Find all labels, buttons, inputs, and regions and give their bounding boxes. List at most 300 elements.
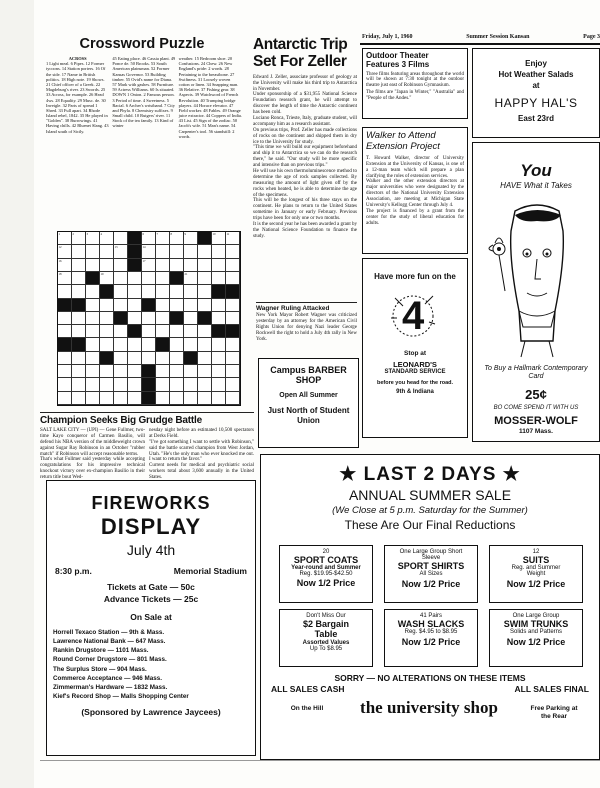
sale-title [261, 463, 599, 486]
crossword-cell[interactable] [198, 325, 212, 338]
crossword-cell[interactable] [184, 365, 198, 378]
crossword-cell[interactable] [58, 365, 72, 378]
crossword-black-cell [72, 338, 86, 351]
crossword-cell[interactable] [58, 378, 72, 391]
sale-subtitle: ANNUAL SUMMER SALE [348, 487, 512, 503]
crossword-cell[interactable] [156, 285, 170, 298]
item-top: 12 [532, 549, 540, 555]
crossword-cell[interactable] [212, 365, 226, 378]
crossword-cell[interactable] [100, 232, 114, 245]
clues-col-2: 45 Eating place. 46 Cassia plant. 49 Ponce de. 50 Brooks. 53 South American plainsman. 52 Former Kansas Governor. 53 Building timber. 55 Ovid's name for Diana. 57 Mark with gashes. 58 Furniture. 59 Actress Williams. 60 Is situated. DOWN 1 Onion. 2 Famous person. 3 Period of time. 4 Sweetness. 5 Racial. 6 Archer's wristband. 7 City and Phyla. 8 Chemistry suffixes. 9 Small child. 10 Rutgers' river. 11 Stock of the tea family. 13 Kind of winter [112, 56, 176, 129]
sale-item-grid [279, 545, 583, 667]
crossword-cell[interactable] [184, 378, 198, 391]
fourth-graphic [366, 288, 464, 344]
crossword-cell[interactable] [142, 285, 156, 298]
crossword-cell[interactable] [226, 232, 240, 245]
crossword-cell[interactable] [184, 325, 198, 338]
sale-item-wash-slacks [384, 609, 478, 667]
boxing-col-2 [149, 428, 254, 481]
crossword-cell[interactable] [100, 312, 114, 325]
crossword-cell[interactable] [184, 272, 198, 285]
crossword-cell[interactable] [100, 245, 114, 258]
crossword-cell[interactable] [86, 365, 100, 378]
crossword-cell[interactable] [156, 352, 170, 365]
crossword-black-cell [58, 338, 72, 351]
across-heading: ACROSS [68, 56, 87, 61]
fireworks-date: July 4th [126, 542, 176, 558]
crossword-cell[interactable] [72, 352, 86, 365]
crossword-cell[interactable] [156, 272, 170, 285]
paragraph: Walker and the other extension directors at major universities who were designated by the directors of the National University Extension Association, are meeting at Michigan State University's Kellogg Center through July 4. [366, 179, 464, 208]
item-name: SWIM TRUNKS [503, 619, 569, 629]
item-desc: Solids and Patterns [509, 629, 563, 635]
crossword-cell[interactable] [72, 232, 86, 245]
sale-item-swim-trunks [489, 609, 583, 667]
crossword-cell[interactable] [114, 378, 128, 391]
crossword-cell[interactable] [114, 232, 128, 245]
crossword-title: Crossword Puzzle [79, 36, 205, 52]
paragraph: That's what Fullmer said yesterday while accepting congratulations for his impressive technical knockout victory over ex-champion Basilio in their return title bout Wed- [40, 457, 145, 481]
paragraph: Edward J. Zeller, associate professor of geology at the University will make his third trip to Antarctica in November. [253, 74, 357, 92]
crossword-cell[interactable] [212, 272, 226, 285]
fourth-number: 4 [402, 293, 425, 338]
clue-number: 7 [156, 232, 158, 236]
crossword-cell[interactable] [58, 392, 72, 405]
crossword-cell[interactable] [170, 259, 184, 272]
crossword-cell[interactable] [198, 272, 212, 285]
crossword-cell[interactable] [100, 338, 114, 351]
mosser-name: MOSSER-WOLF [494, 415, 578, 427]
crossword-cell[interactable] [86, 312, 100, 325]
crossword-cell[interactable] [86, 245, 100, 258]
crossword-cell[interactable] [86, 325, 100, 338]
crossword-cell[interactable] [226, 259, 240, 272]
crossword-cell[interactable] [156, 299, 170, 312]
sale-parking: Free Parking at the Rear [530, 705, 578, 721]
clue-number: 2 [72, 232, 74, 236]
crossword-black-cell [226, 285, 240, 298]
item-name: SPORT SHIRTS [397, 561, 465, 571]
crossword-cell[interactable] [212, 378, 226, 391]
crossword-black-cell [114, 312, 128, 325]
crossword-cell[interactable] [128, 312, 142, 325]
crossword-cell[interactable] [100, 365, 114, 378]
crossword-cell[interactable] [86, 232, 100, 245]
crossword-cell[interactable] [114, 352, 128, 365]
crossword-black-cell [142, 299, 156, 312]
sale-title-text: LAST 2 DAYS [363, 464, 497, 485]
crossword-cell[interactable] [128, 285, 142, 298]
clue-number: 4 [100, 232, 102, 236]
crossword-cell[interactable] [72, 272, 86, 285]
crossword-cell[interactable] [212, 232, 226, 245]
list-item: The Surplus Store — 904 Mass. [53, 665, 147, 673]
crossword-cell[interactable] [100, 259, 114, 272]
clue-number: 19 [100, 271, 104, 276]
crossword-cell[interactable] [156, 365, 170, 378]
clues-col-1 [46, 56, 109, 139]
crossword-cell[interactable] [72, 285, 86, 298]
crossword-cell[interactable] [198, 259, 212, 272]
crossword-cell[interactable] [128, 338, 142, 351]
leonards-ad [362, 258, 468, 438]
crossword-cell[interactable] [212, 259, 226, 272]
crossword-cell[interactable] [212, 392, 226, 405]
crossword-cell[interactable] [226, 378, 240, 391]
crossword-cell[interactable] [156, 312, 170, 325]
crossword-cell[interactable] [114, 299, 128, 312]
item-top: One Large Group Short Sleeve [399, 549, 463, 561]
crossword-cell[interactable] [142, 259, 156, 272]
crossword-cell[interactable] [156, 378, 170, 391]
item-desc: All Sizes [419, 571, 443, 577]
crossword-cell[interactable] [170, 352, 184, 365]
item-price: Now 1/2 Price [296, 578, 356, 588]
crossword-cell[interactable] [86, 299, 100, 312]
crossword-cell[interactable] [226, 299, 240, 312]
outdoor-title: Outdoor Theater Features 3 Films [366, 51, 430, 69]
paragraph: It is the second year he has been awarded a grant by the National Science Foundation to finance the study. [253, 221, 357, 239]
paragraph: Under sponsorship of a $31,955 National Science Foundation research grant, he will attempt to discover the length of time the Antarctic continent has been cold. [253, 92, 357, 116]
crossword-black-cell [212, 285, 226, 298]
antarctic-body [253, 75, 357, 240]
paragraph: This will be the longest of his three stays on the continent. He plans to return to the United States sometime in January or early February. Previous trips have been for only one or two months. [253, 198, 357, 222]
crossword-cell[interactable] [170, 338, 184, 351]
crossword-cell[interactable] [212, 245, 226, 258]
item-reg: Up To $8.95 [309, 645, 343, 652]
list-item: Kief's Record Shop — Malls Shopping Center [53, 692, 189, 700]
crossword-cell[interactable] [86, 378, 100, 391]
clue-number: 17 [142, 258, 146, 263]
crossword-black-cell [128, 259, 142, 272]
item-name: SPORT COATS [293, 555, 359, 565]
crossword-cell[interactable] [226, 245, 240, 258]
crossword-cell[interactable] [142, 338, 156, 351]
crossword-cell[interactable] [170, 232, 184, 245]
crossword-cell[interactable] [226, 392, 240, 405]
hals-address: East 23rd [517, 114, 555, 123]
fireworks-onsale: On Sale at [130, 612, 172, 622]
divider [40, 412, 254, 413]
clues-col-3: weather. 15 Bedroom shoe. 20 Confusions. 24 Chew. 26 New England's pride: 2 words. 28 Pertaining to the breastbone. 27 Swiftness. 31 Loosely woven cotton or linen. 34 Snapping man. 36 Relative. 37 Fishing gear. 38 Aspects. 39 Watchword of French Revolution. 40 Trumping bridge players. 44 Horace elevator. 47 Field worker. 48 Fables. 49 Orange juice extractor. 44 Coppers of India. 43 List. 45 Sign of the zodiac. 50 Jacob's wife. 51 Man's name. 54 Carpenter's tool. 56 standstill: 2 words. [178, 56, 242, 139]
wagner-headline: Wagner Ruling Attacked [256, 305, 330, 312]
crossword-cell[interactable] [184, 299, 198, 312]
header-paper: Summer Session Kansan [466, 34, 530, 40]
crossword-grid[interactable] [57, 231, 241, 406]
item-price: Now 1/2 Price [506, 579, 566, 589]
crossword-cell[interactable] [128, 378, 142, 391]
item-top: 20 [322, 549, 330, 555]
crossword-cell[interactable] [58, 259, 72, 272]
crossword-cell[interactable] [58, 245, 72, 258]
paragraph: nesday night before an estimated 10,500 spectators at Derks Field. [149, 428, 254, 439]
item-desc: Year-round and Summer [291, 565, 361, 571]
crossword-cell[interactable] [156, 392, 170, 405]
crossword-cell[interactable] [184, 232, 198, 245]
barber-ad [258, 358, 359, 448]
sale-cash: ALL SALES CASH [271, 684, 345, 694]
crossword-black-cell [184, 352, 198, 365]
crossword-cell[interactable] [142, 245, 156, 258]
crossword-cell[interactable] [72, 365, 86, 378]
crossword-cell[interactable] [198, 338, 212, 351]
crossword-black-cell [86, 272, 100, 285]
crossword-black-cell [72, 299, 86, 312]
crossword-cell[interactable] [184, 338, 198, 351]
leonards-name: LEONARD'S [393, 359, 437, 369]
crossword-black-cell [142, 392, 156, 405]
bottom-rule [40, 760, 600, 761]
walker-body [366, 156, 464, 227]
clue-number: 11 [226, 232, 230, 236]
boxing-col-1 [40, 428, 145, 481]
cartoon-face-illustration [485, 201, 589, 361]
crossword-cell[interactable] [58, 325, 72, 338]
clues-text-1: 1 Light meal. 6 Pipes. 12 Former tycoons. 14 Station porters. 16 Of the side. 17 Name in British politics. 18 High note. 19 Shows. 21 Chief officer of a Greek. 22 Magdeburg's river. 23 Swords. 25 33 Across, for example. 26 Head 4ws. 28 Equality. 29 Musc. de. 30 Inveigle. 32 Parts of spread 1 Shred. 33 Full apart. 34 Rhode Island rebel, 1842. 35 He played in "Golden". 38 Burrowings. 41 Having chills. 42 Bluenet Slang. 43 Island south of Sicily. [46, 61, 109, 134]
crossword-black-cell [198, 232, 212, 245]
crossword-cell[interactable] [128, 392, 142, 405]
left-margin [0, 0, 34, 788]
crossword-cell[interactable] [156, 232, 170, 245]
leonards-address: 9th & Indiana [396, 388, 434, 395]
crossword-cell[interactable] [100, 378, 114, 391]
mosser-come: BO COME SPEND IT WITH US [493, 405, 579, 411]
item-price: Now 1/2 Price [401, 637, 461, 647]
crossword-black-cell [128, 245, 142, 258]
crossword-cell[interactable] [58, 352, 72, 365]
outdoor-theater-box [362, 48, 468, 119]
crossword-cell[interactable] [114, 259, 128, 272]
clue-number: 14 [142, 245, 146, 250]
crossword-cell[interactable] [198, 285, 212, 298]
paragraph: On previous trips, Prof. Zeller has made collections of rocks on the continent and shipped them in dry ice to the University for study. [253, 127, 357, 145]
crossword-cell[interactable] [212, 312, 226, 325]
crossword-cell[interactable] [86, 338, 100, 351]
crossword-cell[interactable] [58, 272, 72, 285]
crossword-black-cell [100, 285, 114, 298]
crossword-cell[interactable] [100, 272, 114, 285]
crossword-cell[interactable] [184, 312, 198, 325]
fireworks-advance: Advance Tickets — 25c [103, 594, 199, 604]
university-shop-logo: the university shop [360, 698, 498, 717]
crossword-cell[interactable] [72, 245, 86, 258]
paragraph: The project is financed by a grant from the center for the study of liberal education for adults. [366, 208, 464, 226]
paragraph: Luciano Ronca, Trieste, Italy, graduate student, will accompany him as a research assistant. [253, 115, 357, 127]
crossword-cell[interactable] [72, 312, 86, 325]
crossword-cell[interactable] [170, 245, 184, 258]
crossword-cell[interactable] [198, 365, 212, 378]
item-top: One Large Group [512, 613, 560, 619]
crossword-cell[interactable] [58, 312, 72, 325]
mosser-buy: To Buy a Hallmark Contemporary Card [484, 365, 588, 381]
crossword-cell[interactable] [100, 392, 114, 405]
crossword-cell[interactable] [114, 285, 128, 298]
crossword-cell[interactable] [198, 352, 212, 365]
crossword-cell[interactable] [170, 325, 184, 338]
crossword-cell[interactable] [170, 392, 184, 405]
crossword-cell[interactable] [86, 352, 100, 365]
crossword-cell[interactable] [86, 285, 100, 298]
crossword-cell[interactable] [114, 392, 128, 405]
crossword-cell[interactable] [226, 312, 240, 325]
clue-number: 21 [184, 271, 188, 276]
crossword-cell[interactable] [72, 392, 86, 405]
crossword-cell[interactable] [114, 338, 128, 351]
sale-item-suits [489, 545, 583, 603]
page-header [362, 34, 600, 40]
leonards-before: before you head for the road. [376, 379, 454, 386]
item-desc: Assorted Values [302, 639, 350, 646]
crossword-cell[interactable] [226, 352, 240, 365]
crossword-cell[interactable] [212, 299, 226, 312]
paragraph: T. Howard Walker, director of University Extension at the University of Kansas, is one of a 12-man team which will prepare a plan clarifying the roles of extension services. [366, 155, 464, 179]
university-shop-sale-ad [260, 454, 600, 760]
hals-line2: Hot Weather Salads [498, 70, 574, 79]
clue-number: 10 [212, 232, 216, 236]
crossword-cell[interactable] [58, 232, 72, 245]
list-item: Rankin Drugstore — 1101 Mass. [53, 647, 149, 655]
clue-number: 12 [58, 245, 62, 250]
fireworks-title1: FIREWORKS [91, 493, 211, 513]
crossword-cell[interactable] [114, 325, 128, 338]
antarctic-headline: Antarctic Trip Set For Zeller [253, 36, 348, 71]
crossword-cell[interactable] [184, 285, 198, 298]
crossword-cell[interactable] [184, 259, 198, 272]
crossword-cell[interactable] [128, 365, 142, 378]
mosser-wolf-ad [472, 142, 600, 442]
star-icon: ★ [339, 464, 364, 485]
barber-name: Campus BARBER SHOP [270, 365, 347, 386]
crossword-cell[interactable] [170, 378, 184, 391]
leonards-service: STANDARD SERVICE [384, 368, 446, 375]
header-page: Page 3 [583, 34, 600, 40]
crossword-cell[interactable] [170, 299, 184, 312]
mosser-have: HAVE What it Takes [500, 181, 572, 190]
crossword-cell[interactable] [114, 272, 128, 285]
crossword-cell[interactable] [142, 312, 156, 325]
fireworks-sponsor: (Sponsored by Lawrence Jaycees) [81, 707, 221, 717]
list-item: Commerce Acceptance — 946 Mass. [53, 674, 162, 682]
crossword-black-cell [170, 312, 184, 325]
sale-item-sport-coats [279, 545, 373, 603]
crossword-cell[interactable] [184, 245, 198, 258]
crossword-cell[interactable] [226, 338, 240, 351]
crossword-cell[interactable] [198, 245, 212, 258]
hals-line1: Enjoy [525, 59, 547, 68]
item-desc: Reg. and Summer Weight [511, 565, 561, 577]
sale-item-bargain-table [279, 609, 373, 667]
crossword-black-cell [198, 312, 212, 325]
fireworks-time: 8:30 p.m. [55, 566, 92, 576]
crossword-cell[interactable] [114, 365, 128, 378]
crossword-cell[interactable] [170, 285, 184, 298]
star-icon: ★ [496, 464, 521, 485]
barber-near: Just North of Student Union [267, 406, 350, 426]
crossword-black-cell [142, 378, 156, 391]
crossword-cell[interactable] [198, 299, 212, 312]
clue-number: 13 [114, 245, 118, 250]
crossword-cell[interactable] [86, 259, 100, 272]
boxing-headline: Champion Seeks Big Grudge Battle [40, 415, 202, 426]
divider [256, 302, 357, 303]
mosser-you: You [520, 161, 552, 180]
fireworks-title2: DISPLAY [100, 514, 202, 539]
paragraph: SALT LAKE CITY — (UPI) — Gene Fullmer, two-time Kayo conqueror of Carmen Basilio, will defend his NBA version of the middleweight crown against Sugar Ray Robinson in an October "rubber match" if Robinson will accept reasonable terms. [40, 428, 145, 457]
item-name: SUITS [522, 555, 550, 565]
sale-item-sport-shirts [384, 545, 478, 603]
list-item: Round Corner Drugstore — 801 Mass. [53, 656, 167, 664]
paragraph: He will use his own thermoluminescence method to determine the age of rock samples collected. By measuring the amount of light given off by the rocks when heated, he is able to determine the age of the specimens. [253, 168, 357, 198]
crossword-cell[interactable] [58, 285, 72, 298]
crossword-cell[interactable] [114, 245, 128, 258]
crossword-black-cell [142, 365, 156, 378]
crossword-cell[interactable] [156, 245, 170, 258]
crossword-cell[interactable] [142, 272, 156, 285]
crossword-cell[interactable] [128, 299, 142, 312]
list-item: Lawrence National Bank — 647 Mass. [53, 638, 166, 646]
wagner-body: New York Mayor Robert Wagner was criticized yesterday by an attorney for the American Civil Rights Union for denying Nazi leader George Rockwell the right to hold a July 4th rally in New York. [256, 313, 357, 342]
crossword-cell[interactable] [100, 299, 114, 312]
crossword-cell[interactable] [100, 325, 114, 338]
clue-number: 16 [58, 258, 62, 263]
fireworks-gate: Tickets at Gate — 50c [107, 582, 195, 592]
walker-title: Walker to Attend Extension Project [366, 130, 440, 152]
item-reg: Reg. $19.95-$42.50 [299, 571, 353, 577]
crossword-cell[interactable] [142, 232, 156, 245]
crossword-cell[interactable] [156, 325, 170, 338]
crossword-cell[interactable] [72, 378, 86, 391]
crossword-cell[interactable] [142, 325, 156, 338]
fireworks-place: Memorial Stadium [173, 566, 247, 576]
item-price: Now 1/2 Price [401, 579, 461, 589]
mosser-price: 25¢ [525, 387, 547, 402]
crossword-cell[interactable] [72, 325, 86, 338]
barber-open: Open All Summer [279, 391, 338, 399]
crossword-cell[interactable] [212, 352, 226, 365]
list-item: Horrell Texaco Station — 9th & Mass. [53, 629, 165, 636]
crossword-cell[interactable] [128, 272, 142, 285]
crossword-black-cell [170, 272, 184, 285]
crossword-black-cell [100, 352, 114, 365]
leonards-stop: Stop at [403, 349, 427, 357]
fireworks-ad [46, 480, 256, 756]
crossword-cell[interactable] [184, 392, 198, 405]
outlet-list [47, 628, 255, 701]
crossword-cell[interactable] [156, 259, 170, 272]
item-top: Don't Miss Our [306, 613, 346, 619]
paragraph: "I've got something I want to settle with Robinson," said the battle scarred champion from West Jordan, Utah. "He's the only man who ever knocked me out. I want to return the favor." [149, 439, 254, 463]
crossword-cell[interactable] [86, 392, 100, 405]
crossword-cell[interactable] [198, 378, 212, 391]
crossword-cell[interactable] [212, 338, 226, 351]
crossword-cell[interactable] [142, 352, 156, 365]
sale-final: These Are Our Final Reductions [344, 518, 516, 532]
paragraph: "This time we will build our equipment beforehand and ship it to Antarctica so we can do the research there," he said. "Our study will be more specific and intensive than on previous trips." [253, 145, 357, 169]
crossword-cell[interactable] [170, 365, 184, 378]
clue-number: 1 [58, 232, 60, 236]
crossword-cell[interactable] [226, 365, 240, 378]
crossword-cell[interactable] [128, 352, 142, 365]
crossword-cell[interactable] [198, 392, 212, 405]
list-item: Zimmerman's Hardware — 1832 Mass. [53, 683, 168, 691]
item-desc: Reg. $4.95 to $8.95 [404, 629, 458, 635]
crossword-black-cell [128, 232, 142, 245]
sale-close: (We Close at 5 p.m. Saturday for the Summer) [332, 505, 528, 516]
item-price: Now 1/2 Price [506, 637, 566, 647]
crossword-cell[interactable] [226, 272, 240, 285]
crossword-cell[interactable] [72, 259, 86, 272]
crossword-black-cell [58, 299, 72, 312]
